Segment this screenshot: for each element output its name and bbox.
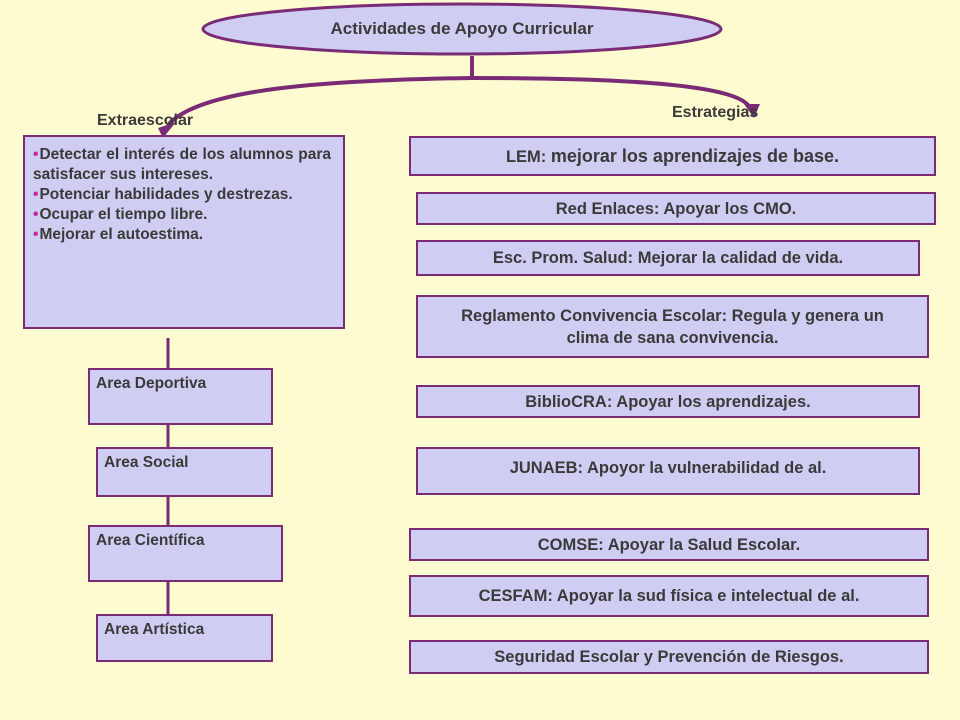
extraescolar-goals-box xyxy=(23,135,345,329)
strategy-comse-box: COMSE: Apoyar la Salud Escolar. xyxy=(409,528,929,561)
area-social-box: Area Social xyxy=(96,447,273,497)
estrategias-label: Estrategias xyxy=(672,104,759,121)
area-deportiva-box: Area Deportiva xyxy=(88,368,273,425)
strategy-red-enlaces-box: Red Enlaces: Apoyar los CMO. xyxy=(416,192,936,225)
area-artistica-box: Area Artística xyxy=(96,614,273,662)
diagram-title: Actividades de Apoyo Curricular xyxy=(330,19,594,38)
goal-item: • Detectar el interés de los alumnos para satisfacer sus intereses. xyxy=(33,145,331,185)
arc-to-extraescolar xyxy=(168,78,472,125)
strategy-esc-prom-salud-box: Esc. Prom. Salud: Mejorar la calidad de vida. xyxy=(416,240,920,276)
strategy-lem-text: mejorar los aprendizajes de base. xyxy=(550,145,840,166)
goal-item: • Ocupar el tiempo libre. xyxy=(33,205,331,225)
goal-item: • Mejorar el autoestima. xyxy=(33,225,331,245)
strategy-cesfam-box: CESFAM: Apoyar la sud física e intelectual de al. xyxy=(409,575,929,617)
goal-item: • Potenciar habilidades y destrezas. xyxy=(33,185,331,205)
strategy-lem-prefix: LEM: xyxy=(505,147,551,166)
strategy-reglamento-box: Reglamento Convivencia Escolar: Regula y genera un clima de sana convivencia. xyxy=(416,295,929,358)
extraescolar-label: Extraescolar xyxy=(97,112,194,129)
strategy-junaeb-box: JUNAEB: Apoyor la vulnerabilidad de al. xyxy=(416,447,920,495)
strategy-lem-box xyxy=(409,136,936,176)
strategy-seguridad-box: Seguridad Escolar y Prevención de Riesgos. xyxy=(409,640,929,674)
strategy-bibliocra-box: BiblioCRA: Apoyar los aprendizajes. xyxy=(416,385,920,418)
area-cientifica-box: Area Científica xyxy=(88,525,283,582)
